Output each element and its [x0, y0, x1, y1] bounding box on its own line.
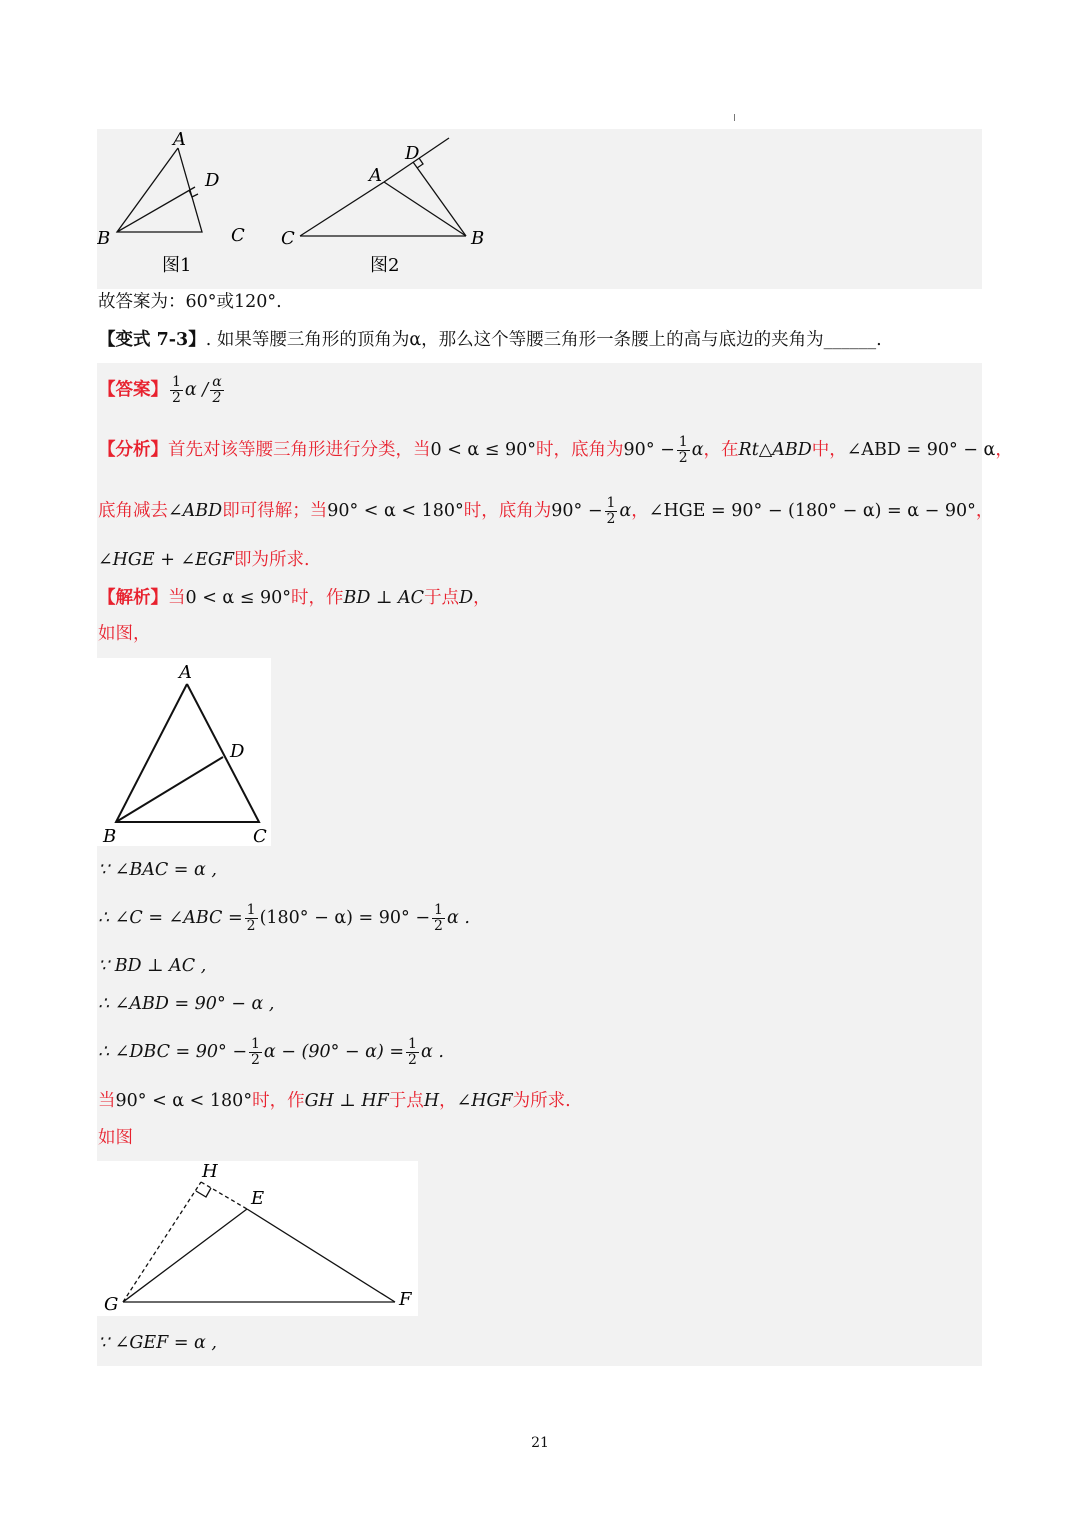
- analysis-line-3: [98, 548, 310, 572]
- solution-line-1: [98, 586, 491, 610]
- analysis-math: ∠ABD: [168, 501, 223, 521]
- solution-figure-2: [97, 1161, 418, 1316]
- figure-2-label-d: D: [405, 143, 420, 164]
- step-2-fraction-1: $\frac{1}{2}$: [246, 902, 256, 934]
- answer-fraction-2: $\frac{\alpha}{2}$: [212, 374, 222, 406]
- case-2-math: 90° < α < 180°: [115, 1091, 253, 1111]
- step-5-math: ∴ ∠DBC = 90° −: [98, 1042, 247, 1062]
- case-2-text: 时，作: [252, 1091, 305, 1111]
- solution-figure-1-label-c: C: [253, 826, 267, 846]
- analysis-math: ∠ABD = 90° − α: [846, 440, 996, 460]
- answer-row: [98, 368, 226, 412]
- question-blank: ______: [823, 330, 877, 350]
- solution-figure-2-dashed-he: [201, 1182, 247, 1209]
- top-figures: [97, 129, 982, 289]
- answer-line: 故答案为：60°或120°.: [98, 292, 282, 312]
- case-2-math: ∠HGF: [456, 1091, 513, 1111]
- step-1: ∵ ∠BAC = α ,: [98, 860, 217, 880]
- solution-figure-2-svg: [97, 1161, 418, 1316]
- analysis-fraction-2: $\frac{1}{2}$: [606, 495, 616, 527]
- analysis-line-2: [98, 489, 993, 533]
- step-5-math: α − (90° − α) =: [263, 1042, 405, 1062]
- solution-figure-2-label-f: F: [399, 1289, 412, 1310]
- step-2-fraction-2: $\frac{1}{2}$: [434, 902, 443, 934]
- solution-math: BD ⊥ AC: [343, 588, 425, 608]
- as-shown-1: 如图，: [98, 624, 151, 644]
- case-2-text: 为所求.: [512, 1091, 571, 1111]
- analysis-text: ，在: [703, 440, 739, 460]
- figure-2-caption: 图2: [370, 255, 400, 276]
- figure-1-caption: 图1: [162, 255, 192, 276]
- step-2-math: (180° − α) = 90° −: [259, 908, 431, 928]
- solution-figure-2-label-e: E: [251, 1188, 265, 1209]
- analysis-text: ，: [995, 440, 1013, 460]
- step-3: ∵ BD ⊥ AC ,: [98, 956, 207, 976]
- header-mark: [734, 114, 735, 121]
- step-2-math: α .: [446, 908, 470, 928]
- analysis-text: 中，: [811, 440, 847, 460]
- step-5: [98, 1030, 444, 1074]
- case-2-math: GH ⊥ HF: [304, 1091, 389, 1111]
- question-end: .: [876, 330, 882, 350]
- analysis-text: 即为所求.: [234, 550, 310, 570]
- figure-2-label-a: A: [369, 165, 382, 186]
- solution-text: 时，作: [291, 588, 344, 608]
- case-2-line: [98, 1089, 571, 1113]
- solution-math: D: [459, 588, 474, 608]
- step-5-math: α .: [420, 1042, 444, 1062]
- question-label: 【变式 7-3】: [98, 330, 206, 350]
- solution-figure-1: [97, 658, 271, 846]
- figure-1-altitude-bd: [117, 187, 195, 232]
- figure-2-side-ab: [384, 182, 466, 236]
- case-2-text: 于点: [388, 1091, 424, 1111]
- analysis-line-1: [98, 428, 1013, 472]
- solution-figure-1-label-d: D: [230, 741, 245, 762]
- figure-2-altitude-bd: [413, 162, 466, 236]
- analysis-text: 时，底角为: [463, 501, 552, 521]
- solution-figure-2-label-g: G: [104, 1294, 119, 1315]
- page-number: 21: [531, 1435, 549, 1451]
- analysis-text: ，: [975, 501, 994, 521]
- analysis-math: α: [619, 501, 632, 521]
- analysis-math: 90° < α < 180°: [327, 501, 464, 521]
- solution-label: 【解析】: [98, 588, 168, 608]
- figure-2-label-c: C: [281, 228, 295, 249]
- analysis-text: 时，底角为: [536, 440, 624, 460]
- step-6: ∵ ∠GEF = α ,: [98, 1333, 217, 1353]
- solution-figure-2-dashed-gh: [123, 1182, 201, 1302]
- analysis-label: 【分析】: [98, 440, 168, 460]
- analysis-math: Rt△ABD: [738, 440, 812, 460]
- as-shown-2: 如图: [98, 1128, 133, 1148]
- solution-figure-1-label-a: A: [179, 662, 192, 683]
- analysis-math: 90° −: [623, 440, 675, 460]
- analysis-text: 即可得解；当: [222, 501, 328, 521]
- solution-text: ，: [473, 588, 491, 608]
- step-5-fraction-2: $\frac{1}{2}$: [408, 1036, 417, 1068]
- solution-figure-2-label-h: H: [202, 1161, 218, 1182]
- solution-figure-1-svg: [97, 658, 271, 846]
- solution-figure-1-label-b: B: [103, 826, 117, 846]
- solution-math: 0 < α ≤ 90°: [185, 588, 292, 608]
- case-2-text: ，: [439, 1091, 457, 1111]
- figure-1-label-d: D: [205, 170, 220, 191]
- figure-1-label-b: B: [97, 228, 111, 249]
- figure-1: [117, 148, 202, 232]
- solution-text: 当: [168, 588, 186, 608]
- step-4: ∴ ∠ABD = 90° − α ,: [98, 994, 275, 1014]
- analysis-text: ，: [631, 501, 649, 521]
- figure-2-label-b: B: [471, 228, 485, 249]
- figure-1-label-c: C: [231, 225, 245, 246]
- case-2-text: 当: [98, 1091, 116, 1111]
- answer-label: 【答案】: [98, 380, 168, 400]
- answer-fraction-1: $\frac{1}{2}$: [172, 374, 181, 406]
- solution-figure-2-side-ge: [123, 1209, 247, 1302]
- analysis-text: 首先对该等腰三角形进行分类，当: [168, 440, 431, 460]
- analysis-text: 底角减去: [98, 501, 168, 521]
- question-line: [98, 328, 882, 352]
- question-text: . 如果等腰三角形的顶角为α，那么这个等腰三角形一条腰上的高与底边的夹角为: [205, 330, 824, 350]
- step-2: [98, 896, 470, 940]
- figure-2: [300, 138, 466, 236]
- solution-figure-2-right-angle: [196, 1188, 211, 1197]
- analysis-math: 90° −: [551, 501, 603, 521]
- solution-figure-2-side-ef: [247, 1209, 395, 1302]
- analysis-math: ∠HGE + ∠EGF: [98, 550, 235, 570]
- analysis-math: 0 < α ≤ 90°: [430, 440, 537, 460]
- analysis-math: ∠HGE = 90° − (180° − α) = α − 90°: [648, 501, 976, 521]
- figure-2-side-ca: [300, 182, 384, 236]
- step-2-math: ∴ ∠C = ∠ABC =: [98, 908, 243, 928]
- top-figures-panel: [97, 129, 982, 289]
- analysis-fraction: $\frac{1}{2}$: [678, 434, 688, 466]
- analysis-math: α: [691, 440, 704, 460]
- figure-1-label-a: A: [173, 129, 186, 150]
- step-5-fraction-1: $\frac{1}{2}$: [251, 1036, 260, 1068]
- answer-mid: α /: [184, 380, 209, 400]
- case-2-math: H: [423, 1091, 440, 1111]
- solution-text: 于点: [424, 588, 460, 608]
